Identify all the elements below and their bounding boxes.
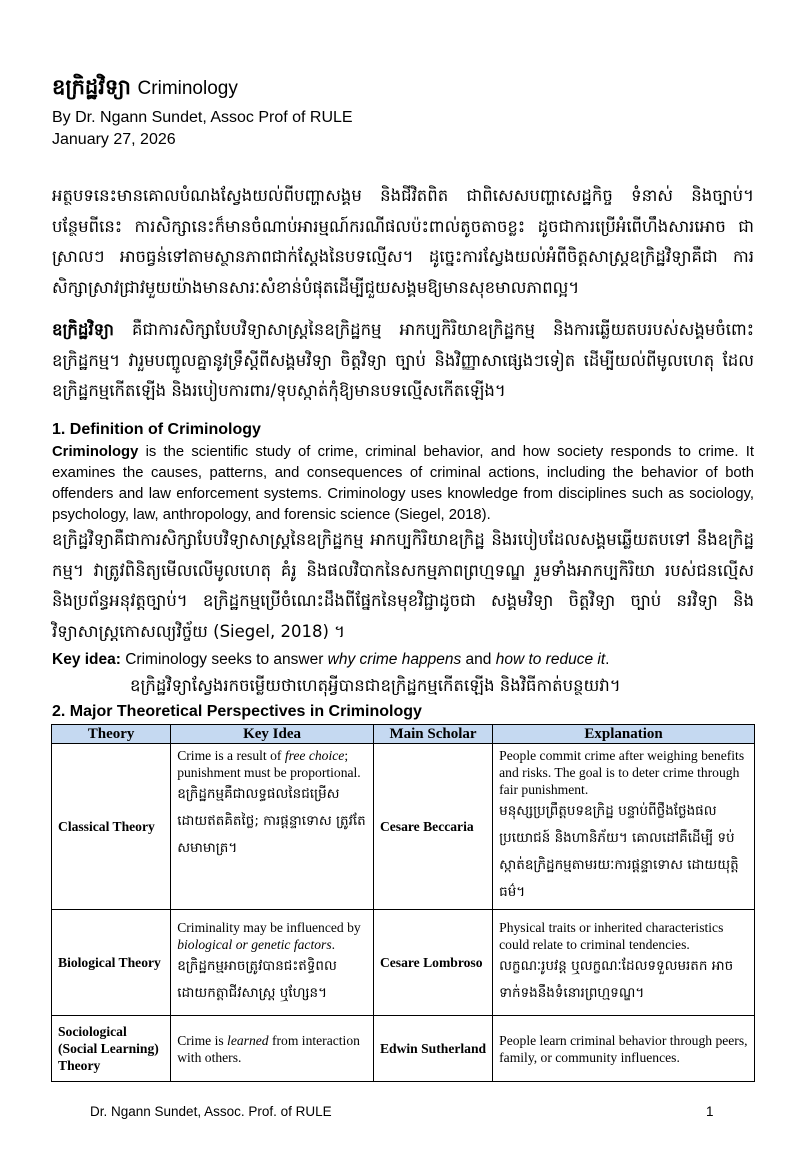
table-header-row — [52, 725, 755, 744]
table-row — [52, 910, 755, 1016]
key-idea-text: Crime is — [177, 1032, 228, 1048]
author-line: By Dr. Ngann Sundet, Assoc Prof of RULE — [52, 109, 353, 126]
key-idea-text-end: . — [331, 936, 336, 952]
page-title — [52, 74, 238, 105]
key-idea-text-end: ; punishment must be proportional. — [177, 748, 361, 780]
key-idea-emphasis-2: how to reduce it — [495, 651, 606, 668]
key-idea-text: Criminology seeks to answer — [120, 651, 328, 668]
key-idea-khmer: ឧក្រិដ្ឋកម្មគឺជាលទ្ធផលនៃជម្រើស ដោយឥតគិតថ្លៃ; ការផ្តន្ទាទោស ត្រូវតែសមាមាត្រ។ — [177, 786, 366, 856]
key-idea-cell — [171, 1016, 374, 1082]
column-header-explanation: Explanation — [493, 725, 755, 744]
key-idea-cell — [171, 910, 374, 1016]
column-header-key-idea: Key Idea — [171, 725, 374, 744]
definition-paragraph-khmer — [52, 315, 754, 407]
date-line: January 27, 2026 — [52, 131, 176, 148]
definition-text-khmer: គឺជាការសិក្សាបែបវិទ្យាសាស្ត្រនៃឧក្រិដ្ឋកម្ម អាកប្បកិរិយាឧក្រិដ្ឋកម្ម និងការឆ្លើយតបរបស់សង្គមចំពោះ ឧក្រិដ្ឋកម្ម។ វារួមបញ្ចូលគ្នានូវទ្រឹស្តីពីសង្គមវិទ្យា ចិត្តវិទ្យា ច្បាប់ និងវិញ្ញាសាផ្សេងៗទៀត ដើម្បីយល់ពីមូលហេតុ ដែលឧក្រិដ្ឋកម្មកើតឡើង និងរបៀបការពារ/ទុបស្កាត់កុំឱ្យមានបទល្មើសកើតឡើង។ — [52, 320, 754, 400]
key-idea-text-mid: and — [461, 651, 496, 668]
title-english: Criminology — [137, 78, 238, 99]
scholar-cell: Edwin Sutherland — [373, 1016, 492, 1082]
explanation-text: Physical traits or inherited characteristics could relate to criminal tendencies. — [499, 919, 724, 952]
title-khmer: ឧក្រិដ្ឋវិទ្យា — [52, 75, 131, 99]
section-1-heading: 1. Definition of Criminology — [52, 421, 261, 438]
table-row — [52, 1016, 755, 1082]
key-idea — [52, 651, 609, 669]
key-idea-emphasis: free choice — [284, 748, 345, 763]
key-idea-khmer: ឧក្រិដ្ឋវិទ្យាស្វែងរកចម្លើយថាហេតុអ្វីបានជាឧក្រិដ្ឋកម្មកើតឡើង និងវិធីកាត់បន្ថយវា។ — [130, 676, 621, 695]
definition-paragraph-english — [52, 442, 754, 526]
key-idea-text-end: . — [605, 651, 610, 668]
theory-cell: Biological Theory — [52, 910, 171, 1016]
scholar-cell: Cesare Lombroso — [373, 910, 492, 1016]
key-idea-cell — [171, 744, 374, 910]
explanation-khmer: មនុស្សប្រព្រឹត្តបទឧក្រិដ្ឋ បន្ទាប់ពីថ្លឹងថ្លែងផល ប្រយោជន៍ និងហានិភ័យ។ គោលដៅគឺដើម្បី ទប់ស្កាត់ឧក្រិដ្ឋកម្មតាមរយៈការផ្តន្ទាទោស ដោយយុត្តិធម៌។ — [499, 803, 739, 900]
key-idea-text: Criminality may be influenced by — [177, 919, 361, 935]
key-idea-label: Key idea: — [52, 651, 121, 668]
footer-author: Dr. Ngann Sundet, Assoc. Prof. of RULE — [90, 1104, 332, 1119]
explanation-text: People commit crime after weighing benefits and risks. The goal is to deter crime through fair punishment. — [499, 748, 745, 797]
explanation-cell — [493, 910, 755, 1016]
definition-term-khmer: ឧក្រិដ្ឋវិទ្យា — [52, 320, 114, 339]
key-idea-emphasis-1: why crime happens — [327, 651, 462, 668]
explanation-khmer: លក្ខណៈរូបវន្ត ឬលក្ខណៈដែលទទួលមរតក អាចទាក់ទងនឹងទំនោរព្រហ្មទណ្ឌ។ — [499, 957, 734, 1001]
table-row — [52, 744, 755, 910]
key-idea-text-end: from interaction with others. — [177, 1032, 360, 1065]
column-header-main-scholar: Main Scholar — [373, 725, 492, 744]
criminology-term: Criminology — [52, 444, 139, 460]
explanation-cell — [493, 744, 755, 910]
key-idea-emphasis: biological or genetic factors — [177, 936, 332, 952]
explanation-cell: People learn criminal behavior through peers, family, or community influences. — [493, 1016, 755, 1082]
theory-cell: Classical Theory — [52, 744, 171, 910]
key-idea-text: Crime is a result of — [177, 748, 285, 763]
column-header-theory: Theory — [52, 725, 171, 744]
definition-translation-khmer: ឧក្រិដ្ឋវិទ្យាគឺជាការសិក្សាបែបវិទ្យាសាស្ត្រនៃឧក្រិដ្ឋកម្ម អាកប្បកិរិយាឧក្រិដ្ឋ និងរបៀបដែលសង្គមឆ្លើយតបទៅ នឹងឧក្រិដ្ឋកម្ម។ វាត្រូវពិនិត្យមើលលើមូលហេតុ គំរូ និងផលវិបាកនៃសកម្មភាពព្រហ្មទណ្ឌ រួមទាំងអាកប្បកិរិយា របស់ជនល្មើស និងប្រព័ន្ធអនុវត្តច្បាប់។ ឧក្រិដ្ឋកម្មប្រើចំណេះដឹងពីផ្នែកនៃមុខវិជ្ជាដូចជា សង្គមវិទ្យា ចិត្តវិទ្យា ច្បាប់ នរវិទ្យា និងវិទ្យាសាស្ត្រកោសល្យវិច្ច័យ (Siegel, 2018) ។ — [52, 530, 754, 641]
theory-cell: Sociological (Social Learning) Theory — [52, 1016, 171, 1082]
key-idea-emphasis: learned — [227, 1032, 269, 1048]
scholar-cell: Cesare Beccaria — [373, 744, 492, 910]
key-idea-khmer: ឧក្រិដ្ឋកម្មអាចត្រូវបានជះឥទ្ធិពល ដោយកត្តាជីវសាស្ត្រ ឬហ្សែន។ — [177, 957, 337, 1001]
section-2-heading: 2. Major Theoretical Perspectives in Criminology — [52, 703, 422, 720]
theory-table — [51, 724, 755, 1082]
page-number: 1 — [706, 1104, 714, 1119]
definition-text-english: is the scientific study of crime, criminal behavior, and how society responds to crime. It examines the causes, patterns, and consequences of criminal actions, including the behavior of both offenders and law enforcement systems. Criminology uses knowledge from disciplines such as sociology, psychology, law, anthropology, and forensic science (Siegel, 2018). — [52, 444, 754, 523]
intro-paragraph-khmer: អត្ថបទនេះមានគោលបំណងស្វែងយល់ពីបញ្ហាសង្គម និងជីវិតពិត ជាពិសេសបញ្ហាសេដ្ឋកិច្ច ទំនាស់ និងច្បាប់។ បន្ថែមពីនេះ ការសិក្សានេះក៏មានចំណាប់អារម្មណ៍ករណីផលប៉ះពាល់តូចតាចខ្លះ ដូចជាការប្រើអំពើហឹងសារអោច ជាស្រាលៗ អាចធ្វន់ទៅតាមស្ថានភាពជាក់ស្តែងនៃបទល្មើស។ ដូច្នេះការស្វែងយល់អំពីចិត្តសាស្ត្រឧក្រិដ្ឋវិទ្យាគឺជា ការសិក្សាស្រាវជ្រាវមួយយ៉ាងមានសារៈសំខាន់បំផុតដើម្បីជួយសង្គមឱ្យមានសុខមាលភាពល្អ។ — [52, 186, 754, 297]
